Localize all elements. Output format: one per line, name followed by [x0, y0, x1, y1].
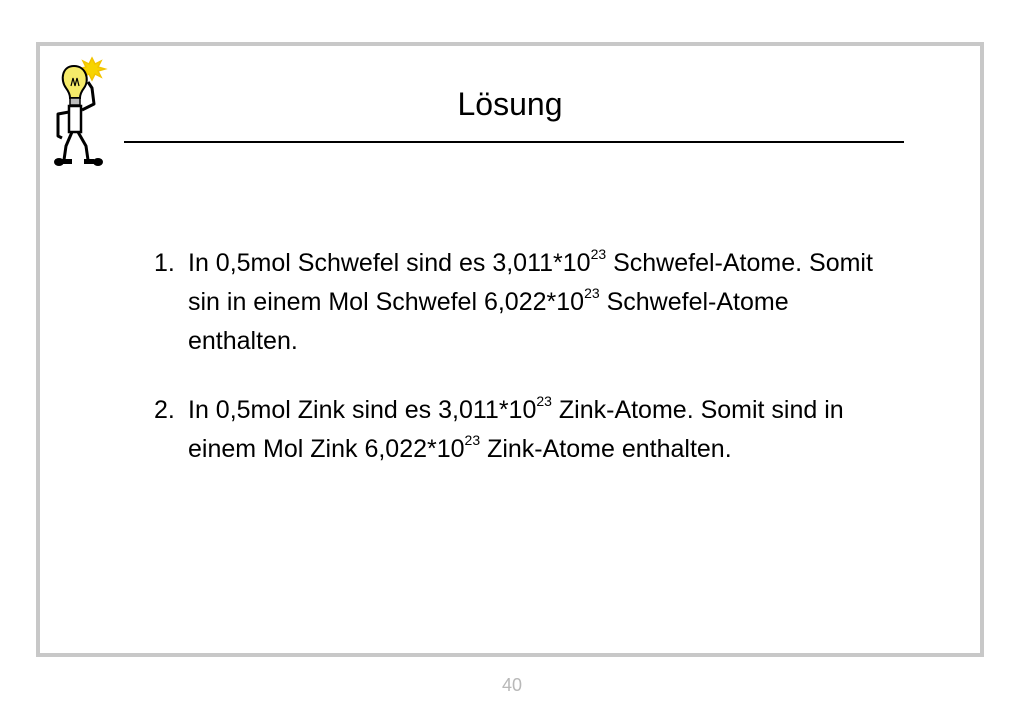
list-item-number: 1.: [154, 249, 175, 277]
list-item-text-part: Schwefel-Atome. Somit sin in einem Mol Schwefel 6,022*10: [188, 249, 873, 316]
exponent: 23: [590, 245, 607, 262]
list-item-number: 2.: [154, 396, 175, 424]
solution-list: [148, 244, 888, 469]
list-item-text-part: Zink-Atome enthalten.: [480, 435, 732, 463]
lightbulb-figure-icon: [48, 52, 110, 170]
exponent: 23: [536, 392, 552, 409]
slide-title: Lösung: [457, 86, 563, 122]
list-item: [148, 244, 888, 361]
list-item-text-part: Zink-Atome. Somit sind in einem Mol Zink 6,022*10: [188, 396, 844, 463]
exponent: 23: [464, 431, 481, 448]
list-item-text-part: Schwefel-Atome enthalten.: [188, 288, 789, 355]
page-number: 40: [501, 675, 523, 695]
title-divider: [124, 141, 904, 143]
exponent: 23: [584, 284, 600, 301]
list-item: [148, 391, 888, 469]
list-item-text-part: In 0,5mol Zink sind es 3,011*10: [188, 396, 537, 424]
list-item-text-part: In 0,5mol Schwefel sind es 3,011*10: [188, 249, 591, 277]
